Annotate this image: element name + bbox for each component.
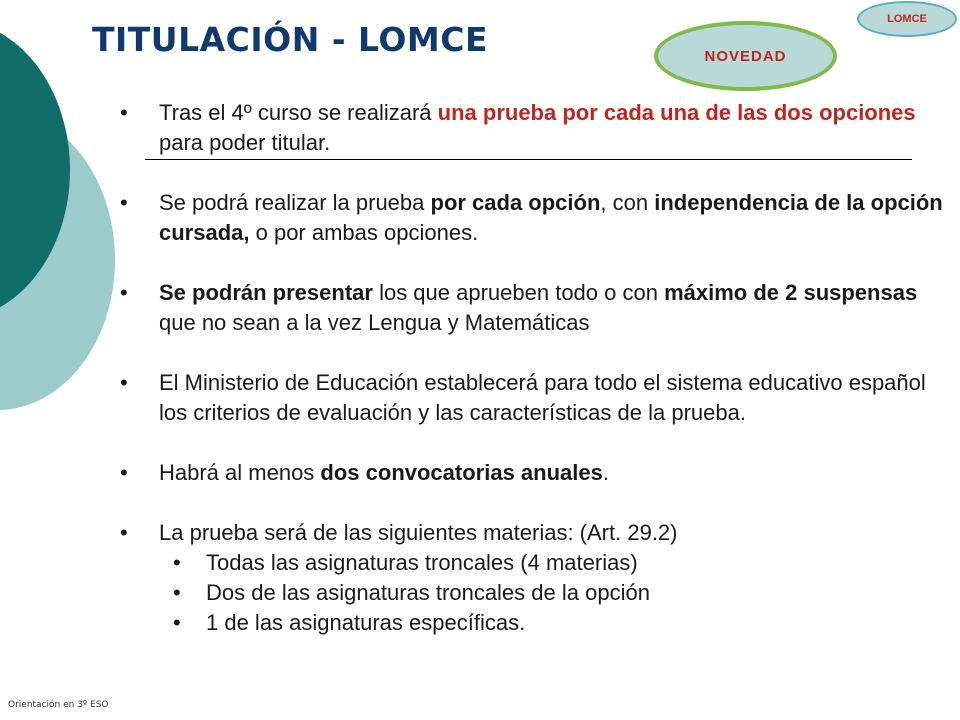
bullet-highlight: una prueba por cada una de las dos opciones (437, 100, 916, 125)
bullet-text: La prueba será de las siguientes materias: (Art. 29.2) (159, 520, 678, 545)
bullet-text: , con (600, 190, 655, 215)
bullet-podran-presentar (116, 278, 958, 338)
bullet-convocatorias (116, 458, 958, 488)
bullet-text: Se podrá realizar la prueba (159, 190, 431, 215)
bullet-text: para poder titular. (159, 130, 331, 155)
bullet-bold: máximo de 2 suspensas (664, 280, 918, 305)
lomce-badge: LOMCE (857, 1, 957, 37)
underline-rule (145, 159, 912, 160)
bullet-text: . (602, 460, 609, 485)
bullet-por-cada-opcion (116, 188, 958, 248)
bullet-text: que no sean a la vez Lengua y Matemáticas (159, 310, 590, 335)
bullet-list (116, 98, 958, 638)
sub-bullet-item: • 1 de las asignaturas específicas. (159, 608, 958, 638)
bullet-bold: independencia de la opción cursada, (159, 190, 943, 245)
slide-title: TITULACIÓN - LOMCE (92, 20, 489, 59)
bullet-text: Tras el 4º curso se realizará (159, 100, 438, 125)
bullet-prueba-opciones (116, 98, 958, 158)
bullet-text: o por ambas opciones. (249, 220, 479, 245)
bullet-text: El Ministerio de Educación establecerá para todo el sistema educativo español los criterios de evaluación y las características de la prueba. (159, 370, 926, 425)
novedad-badge: NOVEDAD (654, 21, 837, 91)
bullet-ministerio (116, 368, 958, 428)
bullet-text: Habrá al menos (159, 460, 321, 485)
bullet-text: los que aprueben todo o con (372, 280, 665, 305)
bullet-bold: dos convocatorias anuales (320, 460, 603, 485)
bullet-bold: Se podrán presentar (159, 280, 373, 305)
sub-bullet-item: • Todas las asignaturas troncales (4 materias) (159, 548, 958, 578)
footer-text: Orientación en 3º ESO (8, 700, 109, 710)
sub-bullet-item: • Dos de las asignaturas troncales de la opción (159, 578, 958, 608)
bullet-materias (116, 518, 958, 638)
sub-bullet-list (159, 548, 958, 638)
bullet-bold: por cada opción (430, 190, 601, 215)
